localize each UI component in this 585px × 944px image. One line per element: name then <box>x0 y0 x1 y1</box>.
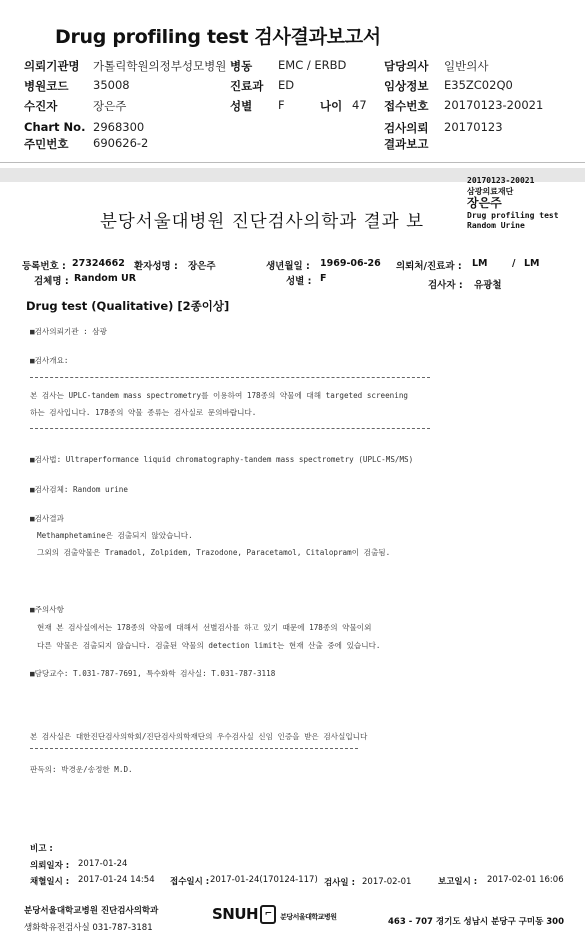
dob-value: 1969-06-26 <box>320 258 381 269</box>
dashed-divider <box>30 428 430 429</box>
overview-line-1: 본 검사는 UPLC-tandem mass spectrometry를 이용하여 178종의 약물에 대해 targeted screening <box>30 391 408 400</box>
request-date-value: 20170123 <box>444 120 503 134</box>
request-date-label: 의뢰일자 : <box>30 861 70 871</box>
hospital-code-label: 병원코드 <box>24 79 69 93</box>
corner-reception-no: 20170123-20021 <box>467 176 535 185</box>
header-divider <box>0 162 585 163</box>
chart-no-label: Chart No. <box>24 120 86 134</box>
collect-value: 2017-01-24 14:54 <box>78 875 155 885</box>
report-date-label: 보고일시 : <box>438 877 478 887</box>
ward-value: EMC / ERBD <box>278 58 347 72</box>
ward-label: 병동 <box>230 59 253 73</box>
chart-no-value: 2968300 <box>93 120 145 134</box>
lab-phone: 생화학유전검사실 031-787-3181 <box>24 923 153 933</box>
patient-value: 장은주 <box>188 261 216 272</box>
specimen-label: 검체명 : <box>34 276 69 287</box>
institution-value: 가톨릭학원의정부성모병원 <box>93 59 227 73</box>
snuh-logo-text: SNUH <box>212 905 259 923</box>
result-heading: ■검사결과 <box>30 514 64 523</box>
snuh-emblem-icon: ⌐ <box>260 905 276 924</box>
reception-no-label: 접수번호 <box>384 99 429 113</box>
certification-line: 본 검사실은 대한진단검사의학회/진단검사의학재단의 우수검사실 신임 인증을 받은 검사실입니다 <box>30 732 368 741</box>
age-label: 나이 <box>320 99 343 113</box>
specimen-line: ■검사검체: Random urine <box>30 485 128 494</box>
method-line: ■검사법: Ultraperformance liquid chromatography-tandem mass spectrometry (UPLC-MS/MS) <box>30 455 414 464</box>
institution-label: 의뢰기관명 <box>24 59 80 73</box>
report-label: 결과보고 <box>384 137 429 151</box>
dept-name: 분당서울대학교병원 진단검사의학과 <box>24 906 159 916</box>
resident-no-label: 주민번호 <box>24 137 69 151</box>
overview-heading: ■검사개요: <box>30 356 69 365</box>
dashed-divider <box>30 748 358 749</box>
caution-heading: ■주의사항 <box>30 605 64 614</box>
dept-value: ED <box>278 78 295 92</box>
clinical-info-label: 임상정보 <box>384 79 429 93</box>
report-sex-value: F <box>320 273 327 284</box>
reader-line: 판독의: 박경운/송정한 M.D. <box>30 765 133 774</box>
corner-lab-name: 삼광의료재단 <box>467 187 514 196</box>
receive-label: 접수일시 : <box>170 877 210 887</box>
snuh-logo <box>212 905 336 924</box>
dob-label: 생년월일 : <box>266 261 310 272</box>
request-date-label: 검사의뢰 <box>384 121 429 135</box>
test-date-label: 검사일 : <box>324 878 355 888</box>
test-heading: Drug test (Qualitative) [2종이상] <box>26 299 230 313</box>
request-date-value: 2017-01-24 <box>78 859 128 869</box>
clinical-info-value: E35ZC02Q0 <box>444 78 513 92</box>
caution-line-2: 다른 약물은 검출되지 않습니다. 검출된 약물의 detection limit는 현재 산출 중에 있습니다. <box>37 641 381 650</box>
report-sex-label: 성별 : <box>286 276 312 287</box>
specimen-value: Random UR <box>74 273 137 284</box>
remark-label: 비고 : <box>30 844 53 854</box>
overview-line-2: 하는 검사입니다. 178종의 약물 종류는 검사실로 문의바랍니다. <box>30 408 257 417</box>
reg-no-label: 등록번호 : <box>22 261 66 272</box>
recipient-value: 장은주 <box>93 99 127 113</box>
tester-label: 검사자 : <box>428 280 463 291</box>
corner-specimen: Random Urine <box>467 221 525 230</box>
requester-label: 의뢰처/진료과 : <box>396 261 462 272</box>
page-title: Drug profiling test 검사결과보고서 <box>55 26 381 48</box>
hospital-code-value: 35008 <box>93 78 130 92</box>
result-line-1: Methamphetamine은 검출되지 않았습니다. <box>37 531 193 540</box>
agency-line: ■검사의뢰기관 : 삼광 <box>30 327 107 336</box>
sex-value: F <box>278 98 285 112</box>
collect-label: 채혈일시 : <box>30 877 70 887</box>
report-date-value: 2017-02-01 16:06 <box>487 875 564 885</box>
doctor-value: 일반의사 <box>444 59 489 73</box>
reception-no-value: 20170123-20021 <box>444 98 544 112</box>
tester-value: 유광철 <box>474 280 502 291</box>
requester-value-2: LM <box>524 258 540 269</box>
age-value: 47 <box>352 98 367 112</box>
result-line-2: 그외의 검출약물은 Tramadol, Zolpidem, Trazodone, Paracetamol, Citalopram이 검출됨. <box>37 548 391 557</box>
caution-line-1: 현재 본 검사실에서는 178종의 약물에 대해서 선별검사를 하고 있기 때문에 178종의 약물이외 <box>37 623 372 632</box>
snuh-logo-korean: 분당서울대학교병원 <box>280 913 337 921</box>
doctor-label: 담당의사 <box>384 59 429 73</box>
reg-no-value: 27324662 <box>72 258 125 269</box>
dashed-divider <box>30 377 430 378</box>
requester-sep: / <box>512 258 516 269</box>
receive-value: 2017-01-24(170124-117) <box>210 875 318 885</box>
recipient-label: 수진자 <box>24 99 58 113</box>
dept-label: 진료과 <box>230 79 264 93</box>
requester-value: LM <box>472 258 488 269</box>
corner-test-name: Drug profiling test <box>467 211 559 220</box>
patient-label: 환자성명 : <box>134 261 178 272</box>
sex-label: 성별 <box>230 99 253 113</box>
contact-line: ■담당교수: T.031-787-7691, 특수화학 검사실: T.031-787-3118 <box>30 669 276 678</box>
test-date-value: 2017-02-01 <box>362 877 412 887</box>
resident-no-value: 690626-2 <box>93 136 149 150</box>
report-title: 분당서울대병원 진단검사의학과 결과 보 <box>100 212 425 232</box>
address: 463 - 707 경기도 성남시 분당구 구미동 300 <box>388 917 565 927</box>
corner-patient-name: 장은주 <box>467 196 502 210</box>
